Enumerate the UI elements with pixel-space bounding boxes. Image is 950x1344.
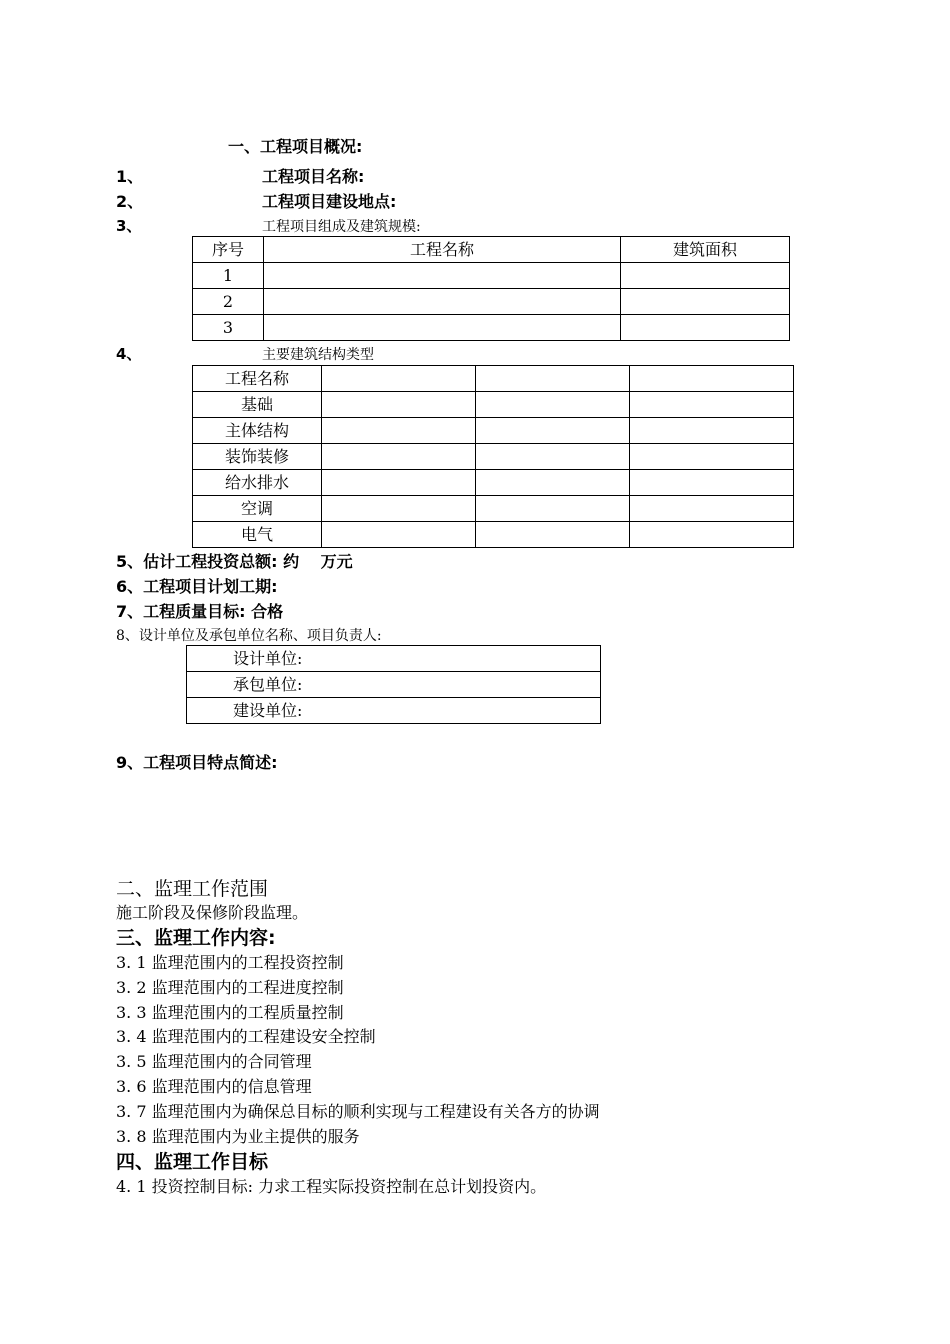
row-label: 基础 (193, 392, 322, 418)
table-header-row (193, 237, 790, 263)
list-item: 4. 1 投资控制目标: 力求工程实际投资控制在总计划投资内。 (116, 1177, 547, 1196)
table-row (193, 444, 794, 470)
cell[interactable] (476, 444, 630, 470)
cell[interactable] (322, 470, 476, 496)
section-3-title: 三、监理工作内容: (116, 927, 276, 949)
table-row (187, 672, 601, 698)
header-project-name: 工程名称 (264, 237, 621, 263)
row-label: 装饰装修 (193, 444, 322, 470)
list-item: 3. 7 监理范围内为确保总目标的顺利实现与工程建设有关各方的协调 (116, 1102, 600, 1121)
cell[interactable] (476, 392, 630, 418)
item-7-quality: 7、工程质量目标: 合格 (116, 602, 284, 621)
item-8-units: 8、设计单位及承包单位名称、项目负责人: (116, 628, 382, 644)
table-row (193, 496, 794, 522)
table-row (193, 289, 790, 315)
item-3-number: 3、 (116, 217, 142, 235)
cell[interactable] (476, 522, 630, 548)
list-item: 3. 1 监理范围内的工程投资控制 (116, 953, 344, 972)
row-label: 工程名称 (193, 366, 322, 392)
list-item: 3. 4 监理范围内的工程建设安全控制 (116, 1027, 376, 1046)
table-row (187, 698, 601, 724)
section-2-title: 二、监理工作范围 (116, 878, 269, 900)
table-row (193, 522, 794, 548)
list-item: 3. 5 监理范围内的合同管理 (116, 1052, 312, 1071)
item-6-schedule: 6、工程项目计划工期: (116, 577, 278, 596)
cell[interactable] (322, 392, 476, 418)
row-seq: 1 (193, 263, 264, 289)
cell-area[interactable] (621, 263, 790, 289)
section-4-title: 四、监理工作目标 (116, 1151, 269, 1173)
cell[interactable] (630, 366, 794, 392)
project-scale-table (192, 236, 790, 341)
cell[interactable] (322, 366, 476, 392)
cell[interactable] (630, 496, 794, 522)
item-2-number: 2、 (116, 192, 144, 211)
list-item: 3. 6 监理范围内的信息管理 (116, 1077, 312, 1096)
cell[interactable] (476, 366, 630, 392)
cell[interactable] (630, 418, 794, 444)
cell[interactable] (630, 444, 794, 470)
row-seq: 3 (193, 315, 264, 341)
row-seq: 2 (193, 289, 264, 315)
row-label: 主体结构 (193, 418, 322, 444)
cell-name[interactable] (264, 315, 621, 341)
section-2-body: 施工阶段及保修阶段监理。 (116, 903, 309, 922)
table-row (193, 470, 794, 496)
design-unit[interactable]: 设计单位: (187, 646, 601, 672)
item-2-text: 工程项目建设地点: (262, 192, 397, 211)
item-9-features: 9、工程项目特点简述: (116, 753, 278, 772)
row-label: 给水排水 (193, 470, 322, 496)
item-1-text: 工程项目名称: (262, 167, 365, 186)
list-item: 3. 2 监理范围内的工程进度控制 (116, 978, 344, 997)
structure-type-table (192, 365, 794, 548)
cell-name[interactable] (264, 289, 621, 315)
table-row (193, 418, 794, 444)
table-row (193, 366, 794, 392)
cell-area[interactable] (621, 289, 790, 315)
cell[interactable] (630, 470, 794, 496)
cell[interactable] (322, 496, 476, 522)
header-seq: 序号 (193, 237, 264, 263)
cell[interactable] (630, 392, 794, 418)
item-3-text: 工程项目组成及建筑规模: (262, 219, 421, 235)
cell[interactable] (476, 496, 630, 522)
owner-unit[interactable]: 建设单位: (187, 698, 601, 724)
table-row (193, 392, 794, 418)
table-row (193, 315, 790, 341)
cell[interactable] (322, 522, 476, 548)
item-4-number: 4、 (116, 345, 142, 363)
row-label: 电气 (193, 522, 322, 548)
table-row (187, 646, 601, 672)
list-item: 3. 3 监理范围内的工程质量控制 (116, 1003, 344, 1022)
cell-area[interactable] (621, 315, 790, 341)
table-row (193, 263, 790, 289)
item-5-investment: 5、估计工程投资总额: 约 万元 (116, 552, 353, 571)
header-floor-area: 建筑面积 (621, 237, 790, 263)
section-1-title: 一、工程项目概况: (228, 137, 363, 156)
row-label: 空调 (193, 496, 322, 522)
cell-name[interactable] (264, 263, 621, 289)
list-item: 3. 8 监理范围内为业主提供的服务 (116, 1127, 360, 1146)
item-4-text: 主要建筑结构类型 (262, 347, 374, 363)
cell[interactable] (476, 470, 630, 496)
cell[interactable] (322, 418, 476, 444)
units-table (186, 645, 601, 724)
cell[interactable] (322, 444, 476, 470)
contractor-unit[interactable]: 承包单位: (187, 672, 601, 698)
cell[interactable] (630, 522, 794, 548)
cell[interactable] (476, 418, 630, 444)
item-1-number: 1、 (116, 167, 144, 186)
